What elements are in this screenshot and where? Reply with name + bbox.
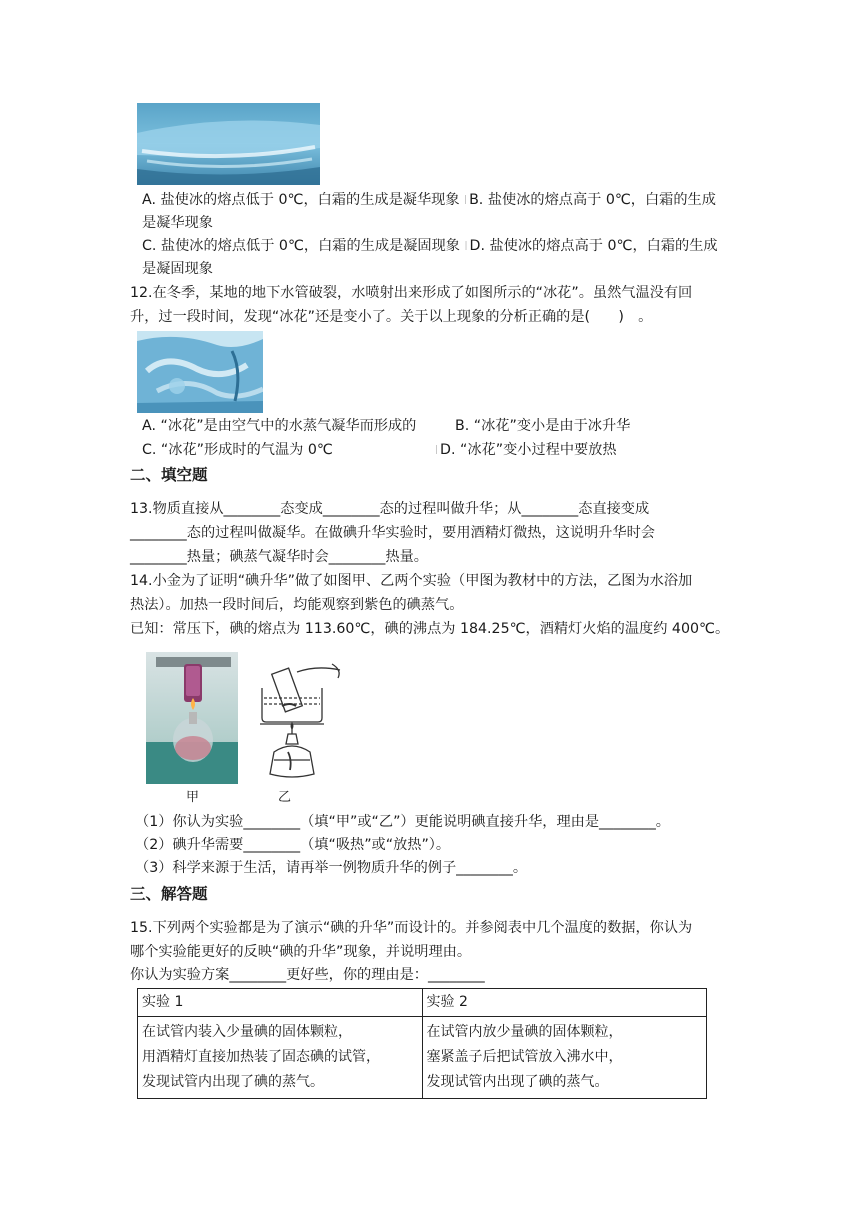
q12-stem-line2: 升，过一段时间，发现“冰花”还是变小了。关于以上现象的分析正确的是( ) 。 [130,309,653,325]
table-header-cell: 实验 2 [422,989,707,1017]
q15-line1: 15.下列两个实验都是为了演示“碘的升华”而设计的。并参阅表中几个温度的数据，你认为 [130,920,693,936]
q13-line3: ________热量；碘蒸气凝华时会________热量。 [130,549,428,565]
table-cell-line: 塞紧盖子后把试管放入沸水中， [426,1049,623,1065]
table-cell [422,1017,707,1099]
q11-option-b: B. 盐使冰的熔点高于 0℃，白霜的生成 [469,192,716,208]
q14-sub2: （2）碘升华需要________（填“吸热”或“放热”）。 [135,837,451,853]
table-header-cell: 实验 1 [138,989,423,1017]
q11-option-c: C. 盐使冰的熔点低于 0℃，白霜的生成是凝固现象 [142,238,460,254]
q12-stem-line1: 12.在冬季，某地的地下水管破裂，水喷射出来形成了如图所示的“冰花”。虽然气温没有回 [130,285,693,301]
section-title-fill-in: 二、填空题 [130,466,208,484]
q14-caption-yi: 乙 [278,790,292,805]
table-cell-line: 在试管内放少量碘的固体颗粒， [426,1024,623,1040]
q11-frost-photo [137,103,320,185]
q14-sub1: （1）你认为实验________（填“甲”或“乙”）更能说明碘直接升华，理由是________。 [135,814,670,830]
table-cell-line: 用酒精灯直接加热装了固态碘的试管， [142,1049,380,1065]
q12-option-c: C. “冰花”形成时的气温为 0℃ [142,442,333,458]
q12-option-b: B. “冰花”变小是由于冰升华 [455,418,631,434]
q14-figure-yi-drawing [252,660,347,784]
q13-line1: 13.物质直接从________态变成________态的过程叫做升华；从________态直接变成 [130,501,650,517]
q13-line2: ________态的过程叫做凝华。在做碘升华实验时，要用酒精灯微热，这说明升华时会 [130,525,655,541]
section-title-answer: 三、解答题 [130,885,208,903]
q12-option-d: D. “冰花”变小过程中要放热 [440,442,617,458]
table-cell-line: 发现试管内出现了碘的蒸气。 [142,1074,324,1090]
q14-line2: 热法）。加热一段时间后，均能观察到紫色的碘蒸气。 [130,597,464,613]
table-row [138,989,707,1017]
table-cell-line: 发现试管内出现了碘的蒸气。 [426,1074,609,1090]
q11-option-b-cont: 是凝华现象 [142,215,213,231]
option-separator: | [435,445,439,455]
q14-figure-jia-photo [146,652,238,784]
table-cell-line: 在试管内装入少量碘的固体颗粒， [142,1024,352,1040]
table-cell [138,1017,423,1099]
q12-ice-flower-photo [137,331,263,413]
q15-experiment-table [137,988,707,1099]
option-separator: | [464,195,468,205]
q11-option-d-cont: 是凝固现象 [142,261,213,277]
table-row [138,1017,707,1099]
q14-line1: 14.小金为了证明“碘升华”做了如图甲、乙两个实验（甲图为教材中的方法，乙图为水浴加 [130,573,693,589]
q15-line2: 哪个实验能更好的反映“碘的升华”现象，并说明理由。 [130,944,472,960]
q14-line3: 已知：常压下，碘的熔点为 113.60℃，碘的沸点为 184.25℃，酒精灯火焰的温度约 400℃。 [130,621,730,637]
q11-option-a: A. 盐使冰的熔点低于 0℃，白霜的生成是凝华现象 [142,192,460,208]
q14-caption-jia: 甲 [186,790,200,805]
q15-line3: 你认为实验方案________更好些，你的理由是：________ [130,967,485,983]
q11-option-d: D. 盐使冰的熔点高于 0℃，白霜的生成 [469,238,718,254]
q12-option-a: A. “冰花”是由空气中的水蒸气凝华而形成的 [142,418,417,434]
q14-sub3: （3）科学来源于生活，请再举一例物质升华的例子________。 [135,860,528,876]
option-separator: | [464,241,468,251]
